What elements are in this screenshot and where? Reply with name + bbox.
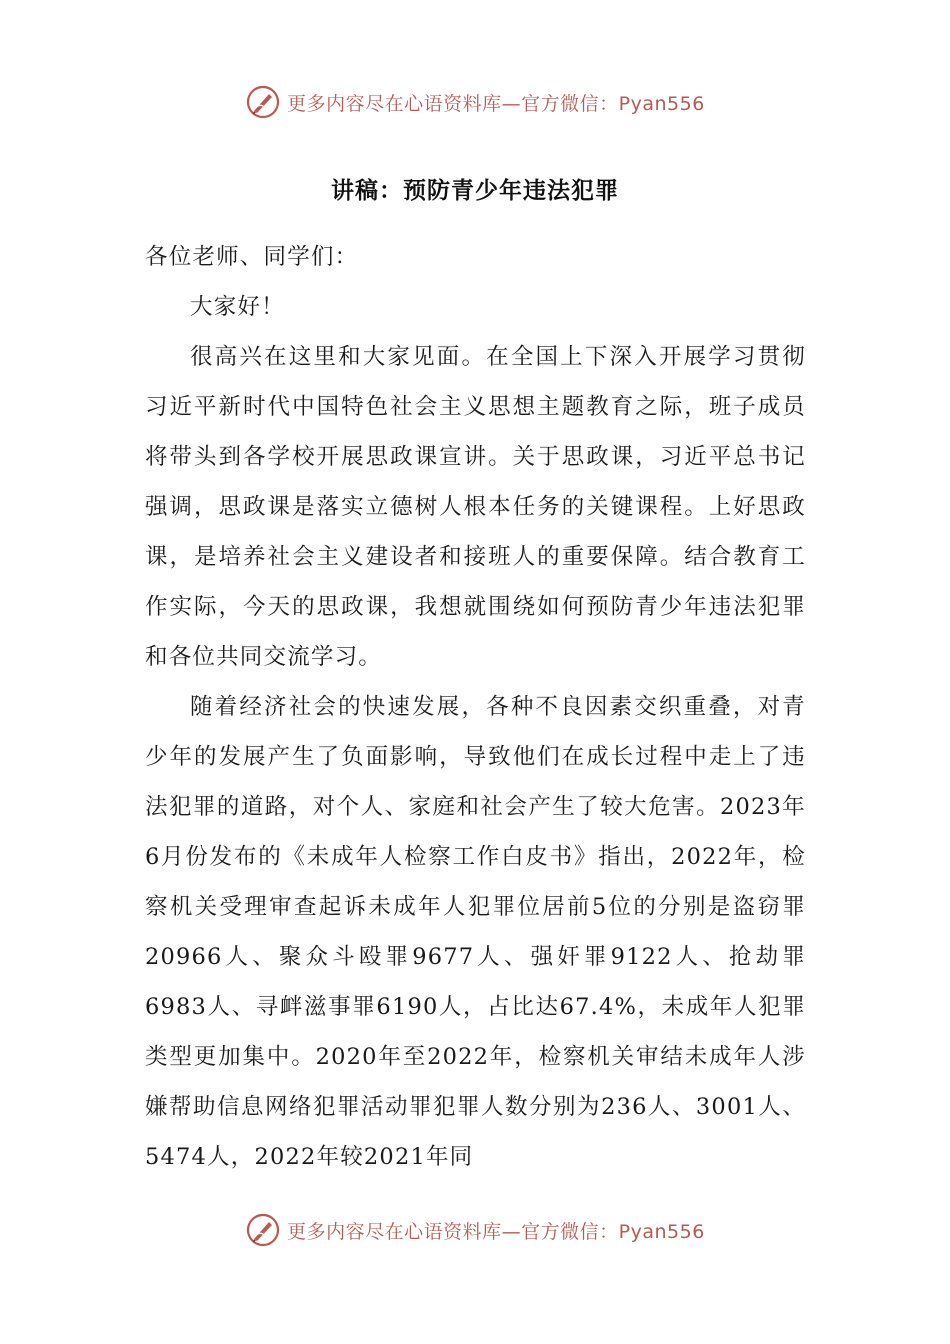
paragraph-2: 随着经济社会的快速发展，各种不良因素交织重叠，对青少年的发展产生了负面影响，导致他们在成长过程中走上了违法犯罪的道路，对个人、家庭和社会产生了较大危害。2023年6月份发布的《未成年人检察工作白皮书》指出，2022年，检察机关受理审查起诉未成年人犯罪位居前5位的分别是盗窃罪20966人、聚众斗殴罪9677人、强奸罪9122人、抢劫罪6983人、寻衅滋事罪6190人，占比达67.4%，未成年人犯罪类型更加集中。2020年至2022年，检察机关审结未成年人涉嫌帮助信息网络犯罪活动罪犯罪人数分别为236人、3001人、5474人，2022年较2021年同	[145, 694, 806, 1170]
document-body	[145, 232, 806, 1182]
salutation: 各位老师、同学们：	[145, 244, 359, 270]
header-watermark	[0, 82, 950, 122]
paragraph-1: 很高兴在这里和大家见面。在全国上下深入开展学习贯彻习近平新时代中国特色社会主义思想主题教育之际，班子成员将带头到各学校开展思政课宣讲。关于思政课，习近平总书记强调，思政课是落实立德树人根本任务的关键课程。上好思政课，是培养社会主义建设者和接班人的重要保障。结合教育工作实际，今天的思政课，我想就围绕如何预防青少年违法犯罪和各位共同交流学习。	[145, 344, 806, 670]
pen-logo-icon	[245, 1212, 281, 1248]
watermark-text: 更多内容尽在心语资料库—官方微信：Pyan556	[287, 92, 705, 115]
watermark-text: 更多内容尽在心语资料库—官方微信：Pyan556	[287, 1220, 705, 1243]
pen-logo-icon	[245, 84, 281, 120]
greeting: 大家好！	[190, 294, 285, 320]
document-title: 讲稿：预防青少年违法犯罪	[331, 178, 619, 204]
footer-watermark	[0, 1210, 950, 1250]
